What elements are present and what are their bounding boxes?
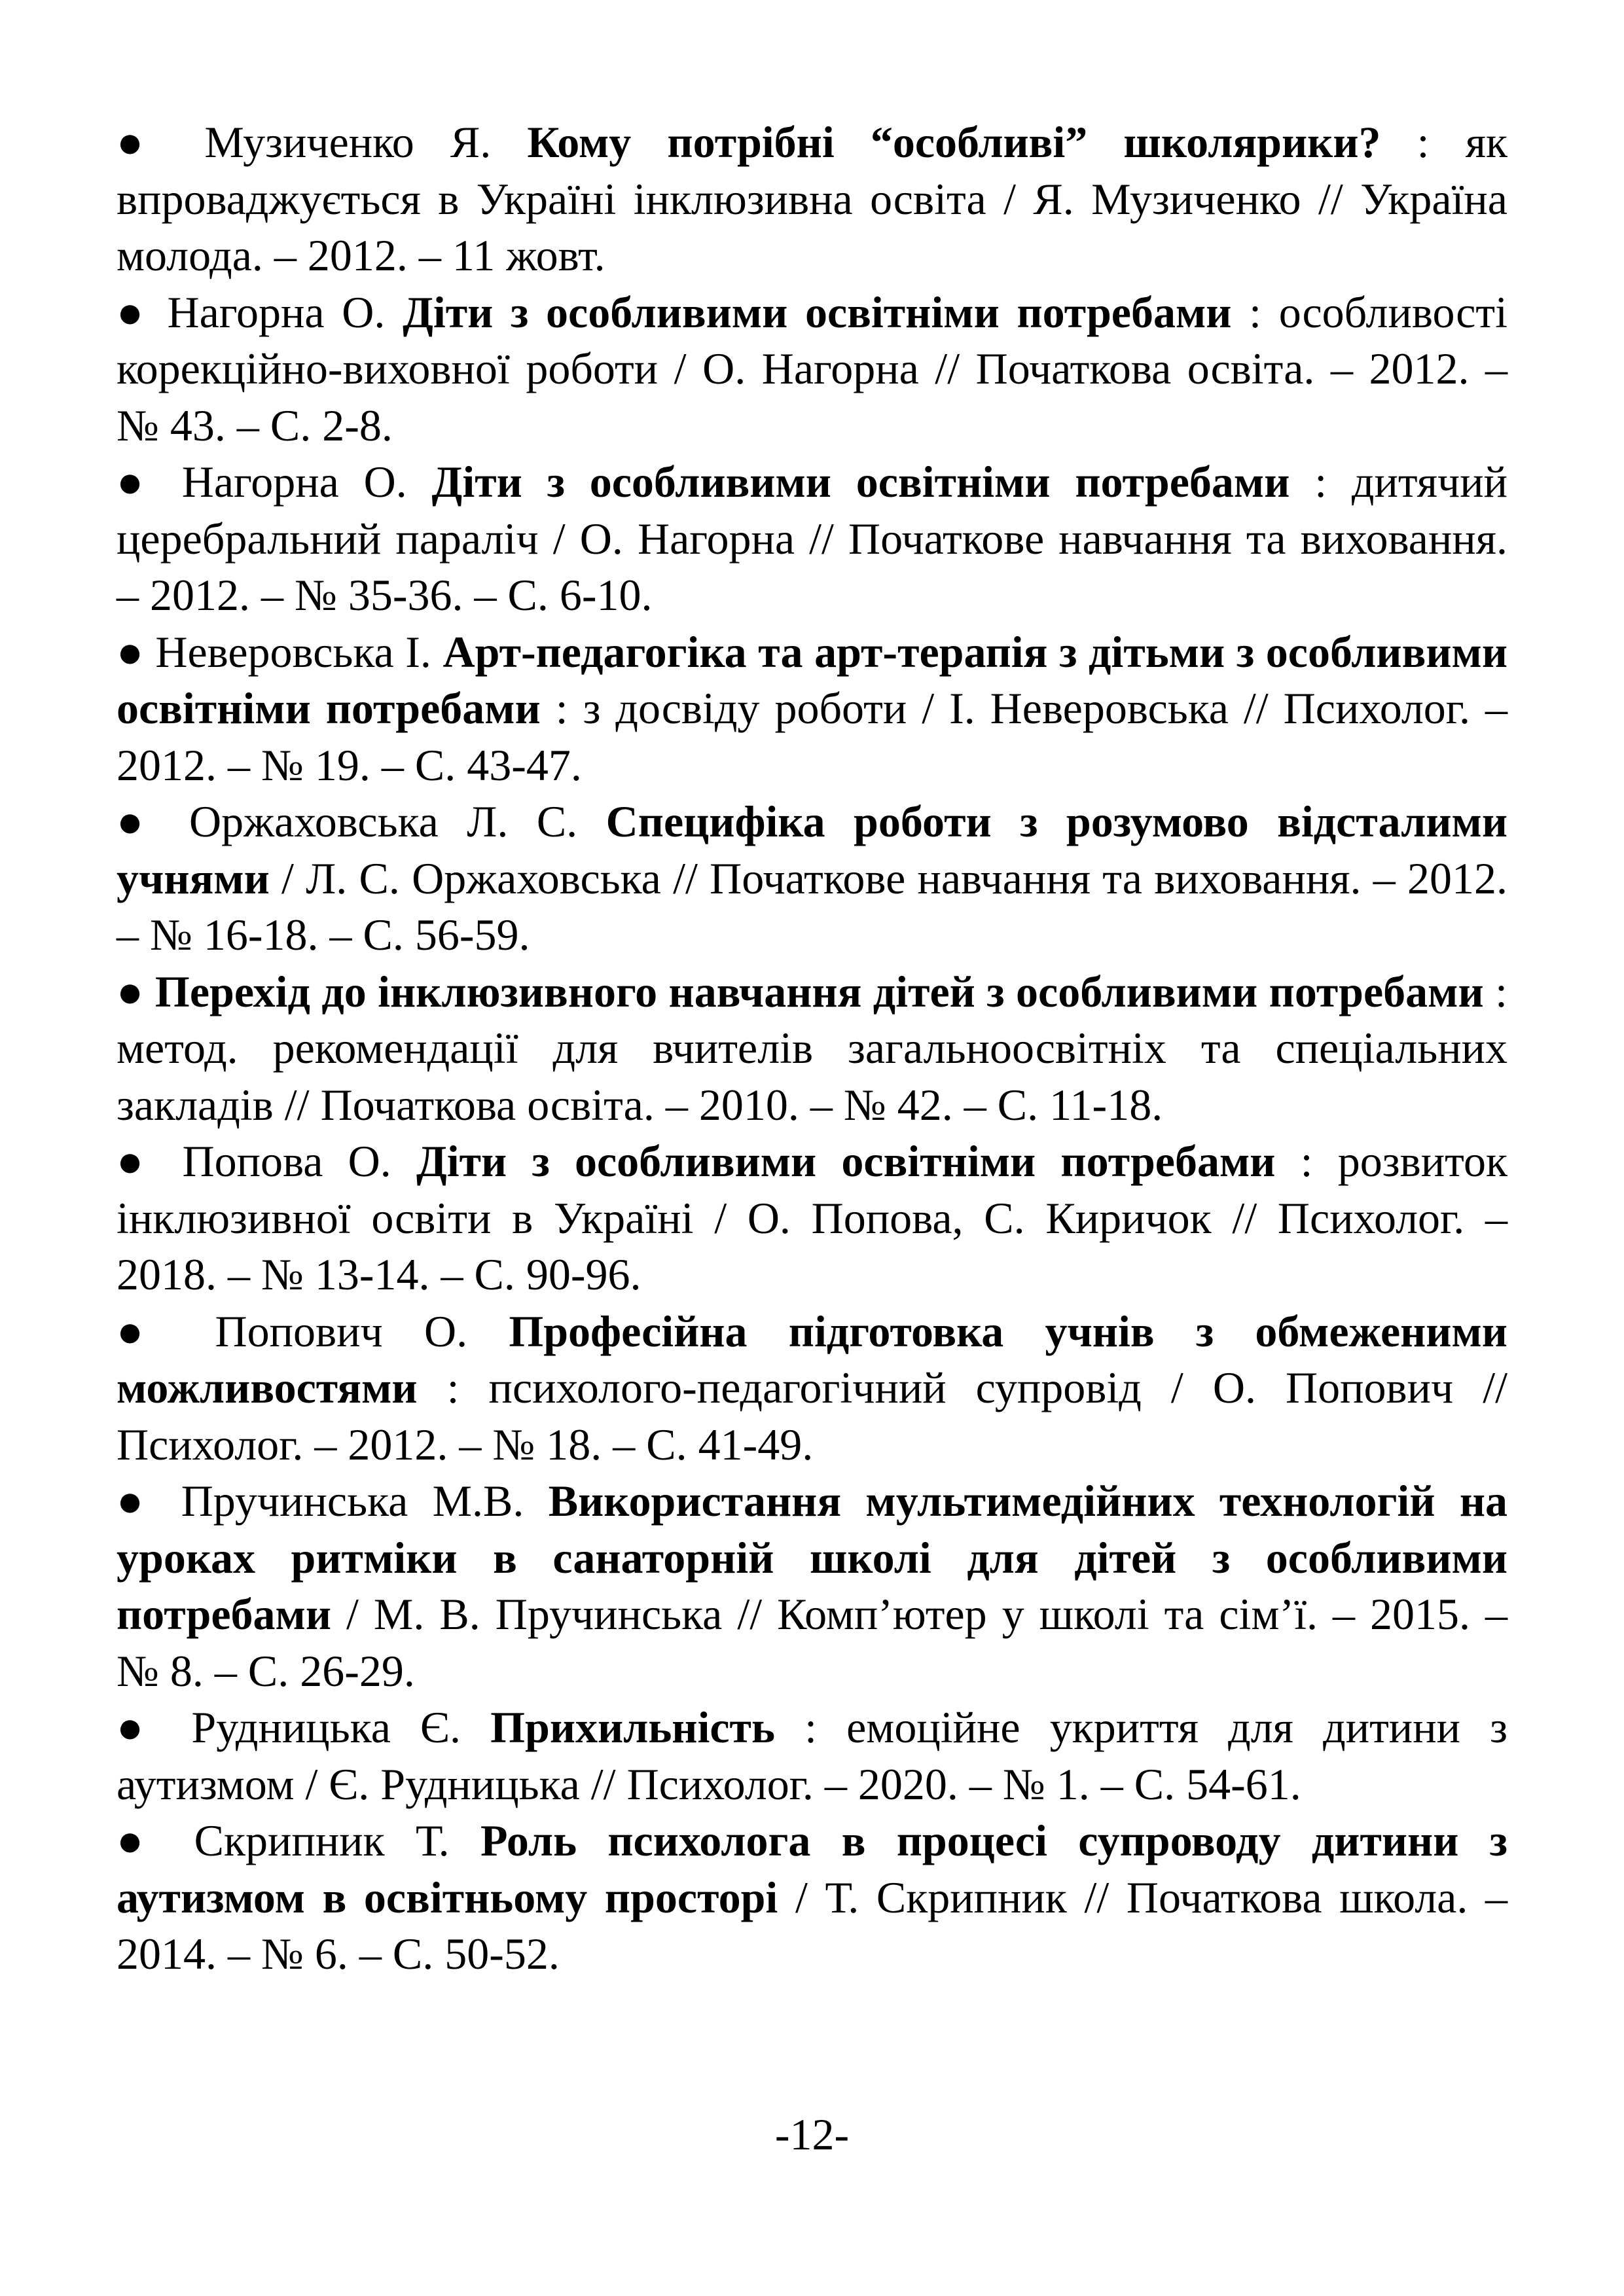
entry-author: Скрипник Т. <box>163 1816 480 1865</box>
entry-details: : особливості корекційно-виховної роботи / О. Нагорна // Початкова освіта. – 2012. – № 43. – С. 2-8. <box>117 287 1507 450</box>
bibliography-entry <box>117 114 1507 284</box>
entry-author: Попович О. <box>173 1306 509 1356</box>
entry-author: Нагорна О. <box>156 457 432 507</box>
entry-bullet: ● <box>117 1136 158 1186</box>
bibliography-entry <box>117 1133 1507 1303</box>
entry-title: Професійна підготовка учнів з обмеженими можливостями <box>117 1306 1507 1412</box>
entry-author: Музиченко Я. <box>168 117 528 167</box>
bibliography-entry <box>117 1473 1507 1699</box>
entry-bullet: ● <box>117 117 169 167</box>
entry-title: Діти з особливими освітніми потребами <box>431 457 1290 507</box>
bibliography-list <box>117 114 1507 1982</box>
entry-author: Оржаховська Л. С. <box>160 797 606 846</box>
entry-author: Пручинська М.В. <box>156 1476 549 1526</box>
entry-bullet: ● <box>117 287 150 337</box>
entry-bullet: ● <box>117 966 144 1016</box>
bibliography-entry <box>117 284 1507 454</box>
entry-author: Неверовська І. <box>143 626 443 677</box>
entry-title: Прихильність <box>490 1702 775 1752</box>
entry-author: Рудницька Є. <box>162 1702 491 1752</box>
bibliography-entry <box>117 624 1507 794</box>
entry-title: Використання мультимедійних технологій на уроках ритміки в санаторній школі для дітей з особливими потребами <box>117 1476 1507 1639</box>
entry-details: : психолого-педагогічний супровід / О. Попович // Психолог. – 2012. – № 18. – С. 41-49. <box>117 1363 1507 1469</box>
entry-title: Кому потрібні “особливі” школярики? <box>527 117 1381 167</box>
entry-author <box>144 967 155 1016</box>
bibliography-entry <box>117 1303 1507 1473</box>
entry-details: : з досвіду роботи / І. Неверовська // Психолог. – 2012. – № 19. – С. 43-47. <box>117 683 1507 790</box>
entry-details: : розвиток інклюзивної освіти в Україні / О. Попова, С. Киричок // Психолог. – 2018. – № 13-14. – С. 90-96. <box>117 1136 1508 1299</box>
bibliography-entry <box>117 1699 1507 1812</box>
entry-details: : дитячий церебральний параліч / О. Нагорна // Початкове навчання та виховання. – 2012. – № 35-36. – С. 6-10. <box>117 457 1508 620</box>
entry-details: : метод. рекомендації для вчителів загальноосвітніх та спеціальних закладів // Початкова освіта. – 2010. – № 42. – С. 11-18. <box>117 966 1507 1130</box>
entry-bullet: ● <box>117 797 161 846</box>
entry-title: Специфіка роботи з розумово відсталими учнями <box>117 797 1508 903</box>
entry-title: Перехід до інклюзивного навчання дітей з особливими потребами <box>154 966 1484 1016</box>
entry-bullet: ● <box>117 1816 164 1865</box>
bibliography-entry <box>117 454 1507 624</box>
bibliography-entry <box>117 1812 1507 1982</box>
entry-author: Попова О. <box>157 1136 416 1186</box>
entry-details: : емоційне укриття для дитини з аутизмом / Є. Рудницька // Психолог. – 2020. – № 1. – С. 54-61. <box>117 1702 1507 1809</box>
entry-details: / Л. С. Оржаховська // Початкове навчання та виховання. – 2012. – № 16-18. – С. 56-59. <box>117 853 1507 960</box>
entry-details: / Т. Скрипник // Початкова школа. – 2014. – № 6. – С. 50-52. <box>117 1872 1507 1979</box>
entry-details: : як впроваджується в Україні інклюзивна освіта / Я. Музиченко // Україна молода. – 2012. – 11 жовт. <box>117 117 1508 280</box>
bibliography-entry <box>117 963 1507 1134</box>
entry-details: / М. В. Пручинська // Комп’ютер у школі та сім’ї. – 2015. – № 8. – С. 26-29. <box>117 1589 1507 1696</box>
entry-title: Роль психолога в процесі супроводу дитини з аутизмом в освітньому просторі <box>117 1816 1507 1922</box>
entry-author: Нагорна О. <box>149 287 403 337</box>
bibliography-entry <box>117 793 1507 963</box>
entry-title: Арт-педагогіка та арт-терапія з дітьми з особливими освітніми потребами <box>117 626 1507 733</box>
entry-bullet: ● <box>117 626 144 677</box>
entry-bullet: ● <box>117 457 157 507</box>
entry-bullet: ● <box>117 1702 162 1752</box>
entry-title: Діти з особливими освітніми потребами <box>416 1136 1276 1186</box>
entry-title: Діти з особливими освітніми потребами <box>403 287 1232 337</box>
entry-bullet: ● <box>117 1476 157 1526</box>
entry-bullet: ● <box>117 1306 174 1356</box>
page-number: -12- <box>774 2109 850 2159</box>
